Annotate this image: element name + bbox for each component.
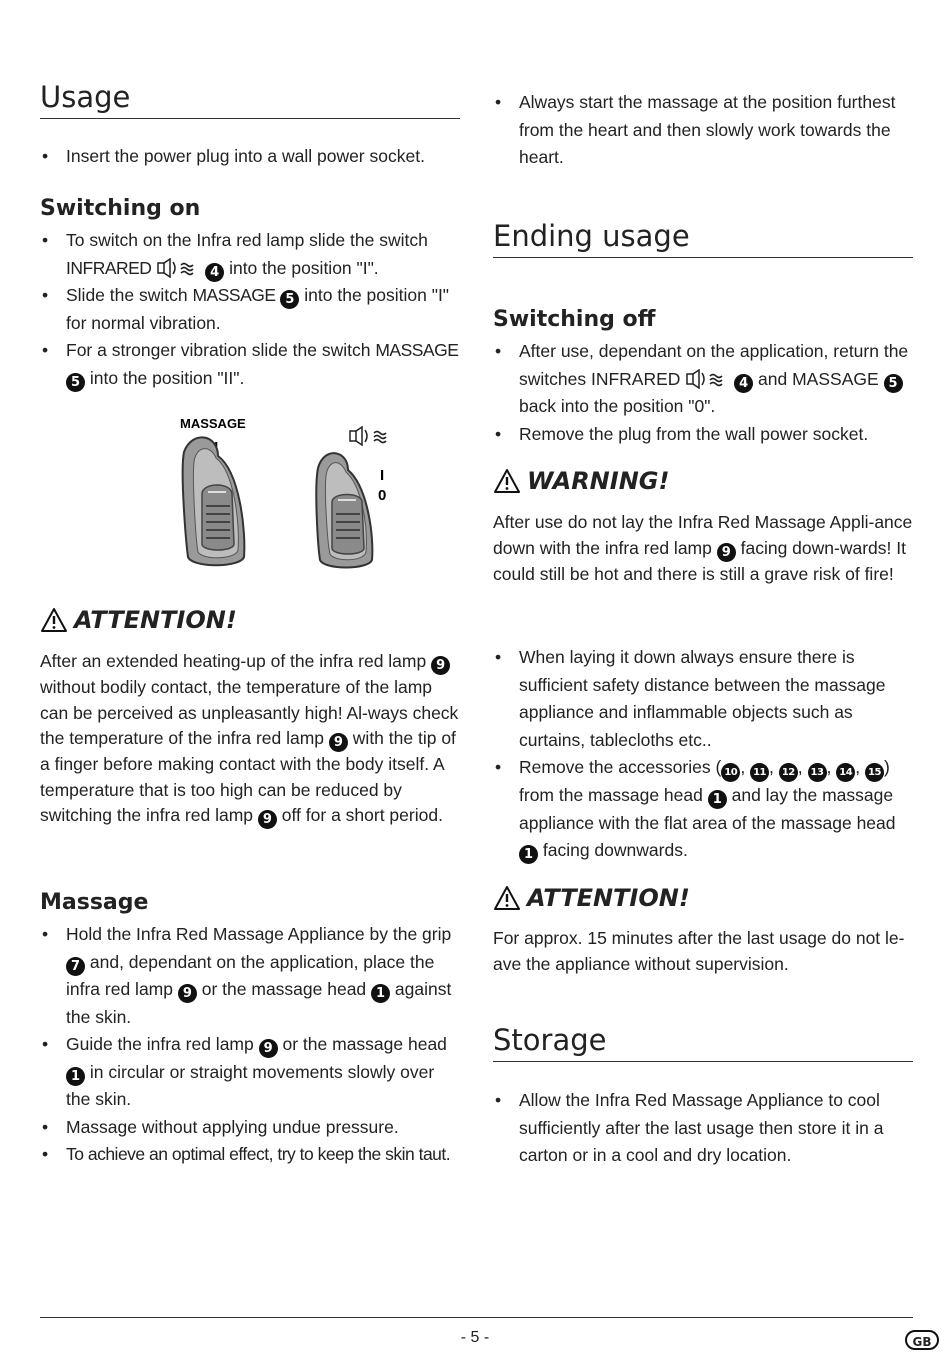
massage-switch [183,437,245,565]
part-number-badge: 1 [371,984,390,1003]
part-number-badge: 1 [708,790,727,809]
list-item: • Always start the massage at the position furthest from the heart and then slowly work towards the heart. [493,89,913,172]
part-number-badge: 15 [865,763,884,782]
part-number-badge: 4 [205,263,224,282]
switch-name: MASSAGE [192,285,276,305]
footer-divider [40,1317,913,1318]
storage-list [493,1087,913,1170]
list-item: • Allow the Infra Red Massage Appliance to cool sufficiently after the last usage then store it in a carton or in a cool and dry location. [493,1087,913,1170]
part-number-badge: 1 [519,845,538,864]
infrared-switch [316,427,386,568]
switching-on-heading: Switching on [40,196,201,221]
infrared-massage-icon [685,369,729,389]
part-number-badge: 5 [884,374,903,393]
part-number-badge: 5 [280,290,299,309]
list-item: • Slide the switch MASSAGE 5 into the position "I" for normal vibration. [40,282,460,337]
part-number-badge: 1 [66,1067,85,1086]
massage-list [40,921,460,1169]
list-item: • To achieve an optimal effect, try to keep the skin taut. [40,1141,460,1169]
warning-heading: WARNING! [493,467,669,495]
language-badge: GB [905,1330,939,1350]
infrared-massage-icon [156,258,200,278]
list-item: • When laying it down always ensure there is sufficient safety distance between the massage appliance and inflammable objects such as curtains, tablecloths etc.. [493,644,913,754]
part-number-badge: 13 [808,763,827,782]
switching-on-list [40,227,460,392]
attention-text: For approx. 15 minutes after the last usage do not le-ave the appliance without supervision. [493,928,905,974]
switching-off-heading: Switching off [493,307,656,332]
list-item: • Hold the Infra Red Massage Appliance by the grip 7 and, dependant on the application, place the infra red lamp 9 or the massage head 1 against the skin. [40,921,460,1031]
warning-triangle-icon [493,885,521,911]
list-item: • Remove the plug from the wall power socket. [493,421,913,449]
switch-name: MASSAGE [375,340,459,360]
part-number-badge: 9 [258,810,277,829]
part-number-badge: 10 [721,763,740,782]
attention-text: After an extended heating-up of the infra red lamp 9 without bodily contact, the temperature of the lamp can be perceived as unpleasantly high! Al-ways check the temperature of the infra red lamp 9 with the tip of a finger before making contact with the body itself. A temperature that is too high can be reduced by switching the infra red lamp 9 off for a short period. [40,651,459,827]
list-item: • After use, dependant on the application, return the switches INFRARED 4 and MASSAGE 5 back into the position "0". [493,338,913,421]
warning-triangle-icon [493,468,521,494]
switch-illustration [140,412,420,577]
switch-name: INFRARED [66,257,152,278]
list-item: • Insert the power plug into a wall power socket. [40,143,460,171]
top-list [493,89,913,172]
ending-usage-heading: Ending usage [493,219,913,258]
list-item: • Guide the infra red lamp 9 or the massage head 1 in circular or straight movements slowly over the skin. [40,1031,460,1114]
part-number-badge: 9 [717,543,736,562]
part-number-badge: 9 [178,984,197,1003]
attention-heading: ATTENTION! [40,606,237,634]
massage-label: MASSAGE [180,416,246,431]
part-number-badge: 4 [734,374,753,393]
part-number-badge: 12 [779,763,798,782]
list-item: • For a stronger vibration slide the switch MASSAGE 5 into the position "II". [40,337,460,392]
part-number-badge: 9 [329,733,348,752]
attention-heading: ATTENTION! [493,884,690,912]
laying-list [493,644,913,865]
storage-heading: Storage [493,1023,913,1062]
part-number-badge: 11 [750,763,769,782]
ir-position-0: 0 [378,487,387,504]
part-number-badge: 5 [66,373,85,392]
list-item: • To switch on the Infra red lamp slide the switch INFRARED 4 into the position "I". [40,227,460,282]
usage-heading: Usage [40,80,460,119]
massage-heading: Massage [40,890,149,915]
usage-list [40,143,460,171]
page-number: - 5 - [460,1329,490,1346]
list-item: • Massage without applying undue pressure. [40,1114,460,1142]
part-number-badge: 7 [66,957,85,976]
ir-position-I: I [380,467,385,484]
part-number-badge: 14 [836,763,855,782]
part-number-badge: 9 [259,1039,278,1058]
warning-triangle-icon [40,607,68,633]
list-item: • Remove the accessories ( 10 , 11 , 12 , 13 , 14 , 15 ) from the massage head 1 and lay the massage appliance with the flat area of the massage head 1 facing downwards. [493,754,913,865]
warning-text: After use do not lay the Infra Red Massage Appli-ance down with the infra red lamp 9 facing down-wards! It could still be hot and there is still a grave risk of fire! [493,512,913,584]
part-number-badge: 9 [431,656,450,675]
switching-off-list [493,338,913,448]
